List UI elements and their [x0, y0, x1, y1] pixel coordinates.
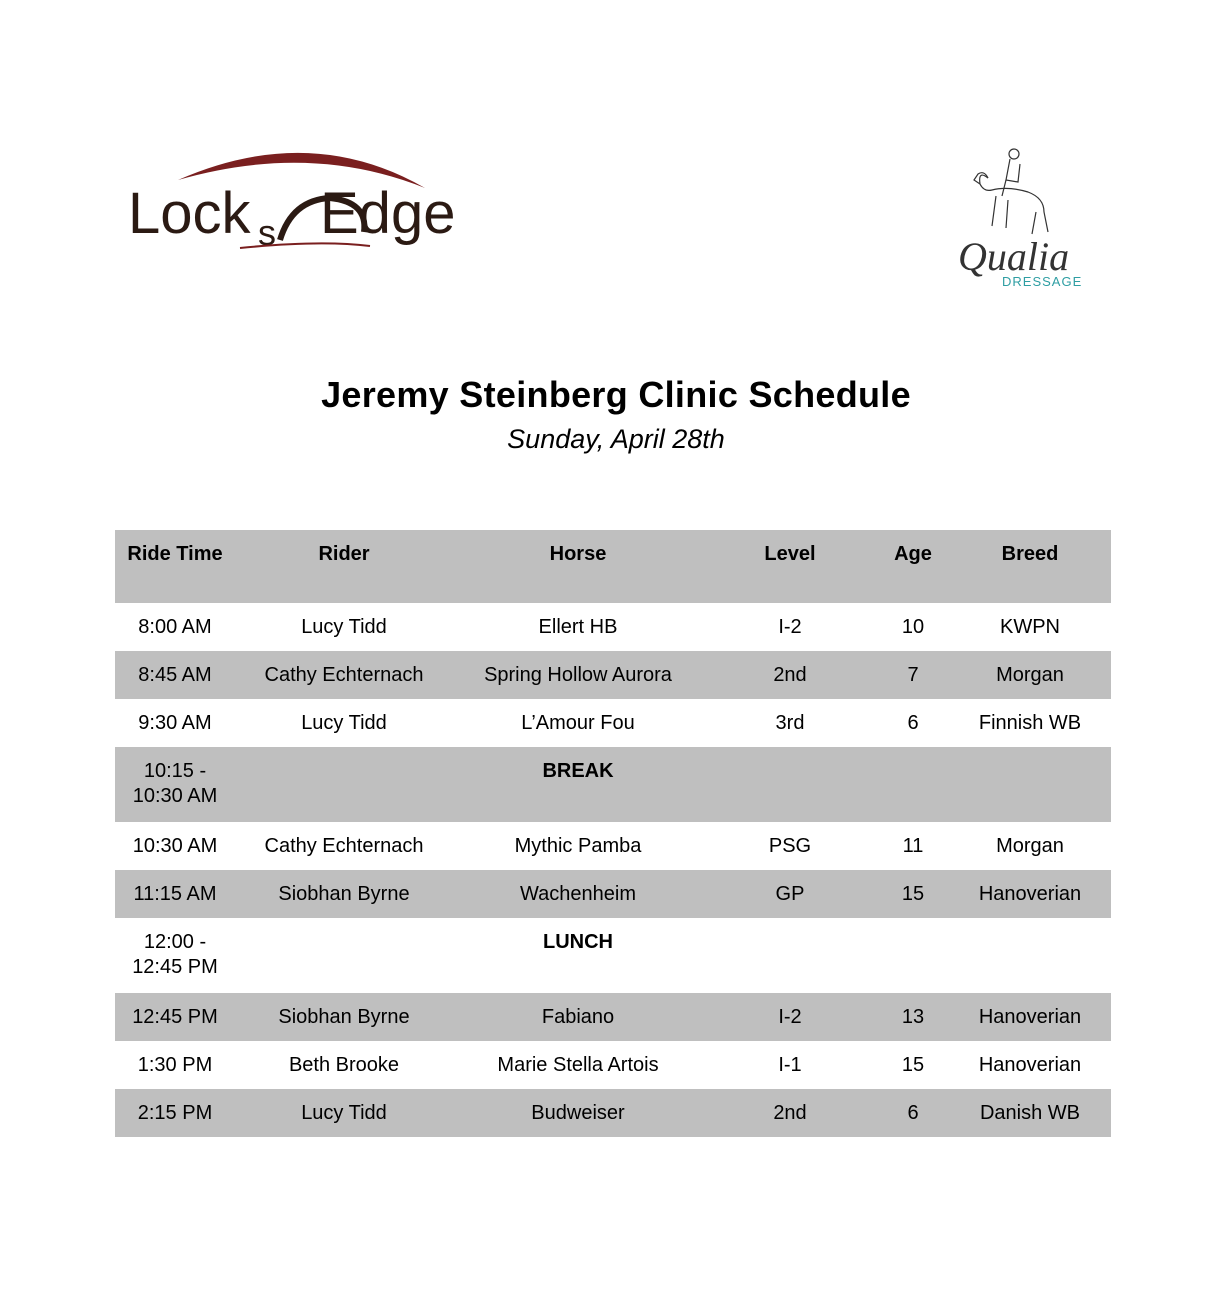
logo-dressage-text: DRESSAGE: [1002, 274, 1083, 289]
header-rider: Rider: [235, 530, 453, 603]
cell-age: 11: [902, 835, 924, 857]
cell-time: 2:15 PM: [115, 1089, 235, 1137]
cell-horse: Fabiano: [453, 993, 703, 1041]
break-label: BREAK: [453, 747, 703, 822]
cell-breed: Hanoverian: [978, 1054, 1082, 1076]
cell-level: 2nd: [703, 1089, 877, 1137]
cell-rider: Beth Brooke: [288, 1054, 400, 1076]
cell-horse: L’Amour Fou: [521, 712, 635, 734]
cell-time: 8:45 AM: [115, 651, 235, 699]
cell-age: 6: [877, 1089, 949, 1137]
cell-time: 1:30 PM: [137, 1054, 213, 1076]
cell-level: 2nd: [703, 651, 877, 699]
cell-breed: Danish WB: [949, 1089, 1111, 1137]
cell-horse: Wachenheim: [453, 870, 703, 918]
cell-breed: Morgan: [949, 651, 1111, 699]
cell-time: 12:45 PM: [115, 993, 235, 1041]
table-row: [115, 993, 1111, 1041]
cell-horse: Budweiser: [453, 1089, 703, 1137]
cell-breed: Finnish WB: [978, 712, 1082, 734]
cell-breed: Morgan: [996, 835, 1064, 857]
table-row: [115, 870, 1111, 918]
cell-breed: Hanoverian: [949, 870, 1111, 918]
lunch-label: LUNCH: [543, 931, 613, 953]
cell-age: 6: [907, 712, 919, 734]
cell-level: I-2: [703, 993, 877, 1041]
cell-rider: Lucy Tidd: [301, 616, 387, 638]
logo-qualia-text: Qualia: [958, 234, 1070, 279]
horse-rider-icon: [974, 149, 1048, 234]
cell-time: 9:30 AM: [138, 712, 212, 734]
cell-level: I-1: [778, 1054, 802, 1076]
cell-horse: Mythic Pamba: [514, 835, 642, 857]
locks-edge-logo: [120, 140, 480, 260]
table-row-break: [115, 747, 1111, 822]
header-breed: Breed: [949, 530, 1111, 603]
cell-rider: Lucy Tidd: [235, 1089, 453, 1137]
table-row: [115, 1089, 1111, 1137]
cell-age: 15: [901, 1054, 925, 1076]
cell-rider: Lucy Tidd: [301, 712, 387, 734]
page-title: Jeremy Steinberg Clinic Schedule: [321, 374, 911, 415]
table-row: [115, 699, 1111, 747]
table-row: [115, 822, 1111, 870]
logo-lock-text: Lock: [128, 181, 251, 246]
cell-age: 15: [877, 870, 949, 918]
cell-time: 10:15 - 10:30 AM: [115, 747, 235, 822]
cell-rider: Siobhan Byrne: [235, 993, 453, 1041]
cell-age: 13: [877, 993, 949, 1041]
table-row: [115, 603, 1111, 651]
table-row: [115, 651, 1111, 699]
schedule-table: [115, 530, 1111, 1137]
table-row-lunch: [115, 918, 1111, 993]
page-subtitle: Sunday, April 28th: [507, 424, 725, 454]
cell-time: 8:00 AM: [138, 616, 212, 638]
table-header-row: [115, 530, 1111, 603]
cell-breed: KWPN: [1000, 616, 1060, 638]
header-age: Age: [877, 530, 949, 603]
cell-horse: Marie Stella Artois: [497, 1054, 659, 1076]
cell-horse: Ellert HB: [538, 616, 618, 638]
cell-level: 3rd: [775, 712, 805, 734]
cell-age: 7: [877, 651, 949, 699]
cell-rider: Siobhan Byrne: [235, 870, 453, 918]
cell-time: 12:00 - 12:45 PM: [132, 931, 218, 978]
cell-rider: Cathy Echternach: [235, 651, 453, 699]
cell-level: GP: [703, 870, 877, 918]
logo-edge-text: Edge: [320, 181, 456, 246]
cell-horse: Spring Hollow Aurora: [453, 651, 703, 699]
cell-time: 10:30 AM: [132, 835, 218, 857]
cell-rider: Cathy Echternach: [264, 835, 424, 857]
header-ride-time: Ride Time: [115, 530, 235, 603]
qualia-dressage-logo: [948, 140, 1108, 300]
cell-age: 10: [901, 616, 925, 638]
header-horse: Horse: [453, 530, 703, 603]
logo-s-text: s: [258, 212, 276, 253]
cell-level: PSG: [768, 835, 812, 857]
cell-time: 11:15 AM: [115, 870, 235, 918]
cell-breed: Hanoverian: [949, 993, 1111, 1041]
cell-level: I-2: [778, 616, 802, 638]
header-level: Level: [703, 530, 877, 603]
table-row: [115, 1041, 1111, 1089]
